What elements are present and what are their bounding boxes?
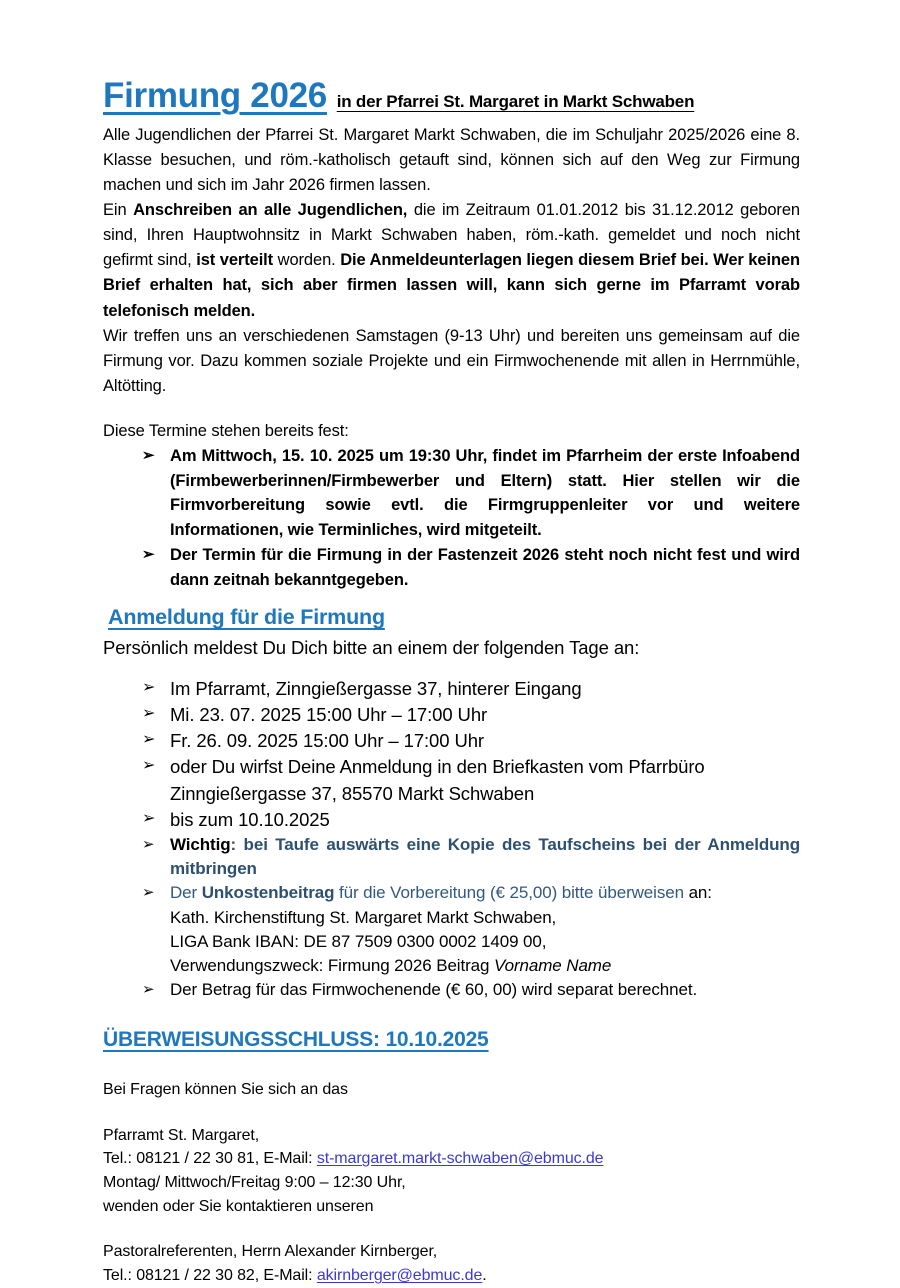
letter-part-3: worden. — [273, 251, 341, 270]
arrowhead-bullet-icon: ➢ — [142, 704, 156, 722]
spacer — [103, 663, 800, 676]
title-subtitle-text: in der Pfarrei St. Margaret in Markt Schwaben — [336, 92, 695, 111]
arrowhead-bullet-icon: ➢ — [142, 836, 155, 854]
contact-block — [103, 1078, 800, 1288]
registration-heading-wrap — [108, 605, 800, 630]
letter-part-1: Ein — [103, 201, 134, 220]
unkosten-post: an: — [688, 883, 712, 903]
wichtig-text: : bei Taufe auswärts eine Kopie des Taufscheins bei der Anmeldung mitbringen — [170, 835, 800, 879]
unkosten-mid: für die Vorbereitung (€ 25,00) bitte überweisen — [334, 883, 689, 903]
verwendungszweck-label: Verwendungszweck: Firmung 2026 Beitrag — [170, 955, 494, 975]
spacer — [103, 399, 800, 419]
contact-office-tel-label: Tel.: 08121 / 22 30 81, E-Mail: — [103, 1150, 317, 1168]
contact-office-or: wenden oder Sie kontaktieren unseren — [103, 1197, 374, 1215]
contact-referent-tel-label: Tel.: 08121 / 22 30 82, E-Mail: — [103, 1267, 317, 1285]
letter-paragraph — [103, 198, 800, 323]
arrowhead-bullet-icon: ➢ — [142, 545, 155, 563]
bank-line-2: LIGA Bank IBAN: DE 87 7509 0300 0002 1409 00, — [170, 931, 547, 951]
arrowhead-bullet-icon: ➢ — [142, 809, 156, 827]
letter-part-2: die im Zeitraum 01.01.2012 bis 31.12.2012 geboren sind, Ihren Hauptwohnsitz in Markt Schwaben haben, röm.-kath. gemeldet und noch nicht gefirmt sind, — [103, 201, 800, 270]
fixed-date-1-text: Am Mittwoch, 15. 10. 2025 um 19:30 Uhr, findet im Pfarrheim der erste Infoabend (Firmbewerberinnen/Firmbewerber und Eltern) statt. Hier stellen wir die Firmvorbereitung sowie evtl. die Firmgruppenleiter vor und weitere Informationen, wie Terminliches, wird mitgeteilt. — [170, 446, 800, 540]
list-item — [138, 444, 800, 543]
contact-questions: Bei Fragen können Sie sich an das — [103, 1081, 348, 1099]
fixed-dates-list — [138, 444, 800, 593]
unkosten-pre: Der — [170, 883, 202, 903]
deadline-heading: ÜBERWEISUNGSSCHLUSS: 10.10.2025 — [103, 1028, 489, 1052]
list-item — [138, 543, 800, 593]
letter-bold-verteilt: ist verteilt — [196, 251, 274, 270]
spacer — [103, 1002, 800, 1028]
registration-item-date-september: Fr. 26. 09. 2025 15:00 Uhr – 17:00 Uhr — [170, 730, 484, 752]
arrowhead-bullet-icon: ➢ — [142, 757, 156, 775]
contact-office-tel-line — [103, 1147, 800, 1171]
office-email-link[interactable]: st-margaret.markt-schwaben@ebmuc.de — [316, 1150, 604, 1168]
spacer — [103, 1052, 800, 1078]
list-item — [138, 702, 800, 728]
spacer — [103, 1218, 800, 1240]
bank-line-3 — [170, 954, 800, 978]
arrowhead-bullet-icon: ➢ — [142, 980, 155, 998]
registration-heading: Anmeldung für die Firmung — [108, 605, 385, 630]
registration-list — [138, 676, 800, 1002]
letter-bold-anschreiben: Anschreiben an alle Jugendlichen, — [133, 201, 408, 220]
unkosten-label: Unkostenbeitrag — [201, 883, 335, 903]
list-item — [138, 676, 800, 702]
title-main-text: Firmung 2026 — [103, 76, 327, 115]
contact-office-name: Pfarramt St. Margaret, — [103, 1126, 260, 1144]
meeting-paragraph: Wir treffen uns an verschiedenen Samstagen (9-13 Uhr) und bereiten uns gemeinsam auf die Firmung vor. Dazu kommen soziale Projekte und ein Firmwochenende mit allen in Herrnmühle, Altötting. — [103, 326, 800, 395]
arrowhead-bullet-icon: ➢ — [142, 731, 156, 749]
arrowhead-bullet-icon: ➢ — [142, 884, 155, 902]
registration-item-deadline: bis zum 10.10.2025 — [170, 808, 330, 830]
contact-office-hours: Montag/ Mittwoch/Freitag 9:00 – 12:30 Uhr, — [103, 1174, 406, 1192]
contact-referent-name: Pastoralreferenten, Herrn Alexander Kirnberger, — [103, 1243, 438, 1261]
list-item — [138, 978, 800, 1002]
deadline-heading-wrap — [103, 1028, 800, 1052]
registration-item-briefkasten: oder Du wirfst Deine Anmeldung in den Briefkasten vom Pfarrbüro — [170, 756, 705, 778]
verwendungszweck-placeholder: Vorname Name — [494, 955, 612, 975]
wichtig-label: Wichtig — [170, 835, 231, 855]
referent-email-link[interactable]: akirnberger@ebmuc.de — [316, 1267, 483, 1285]
registration-item-briefkasten-address: Zinngießergasse 37, 85570 Markt Schwaben — [170, 782, 535, 804]
arrowhead-bullet-icon: ➢ — [142, 678, 156, 696]
spacer — [103, 592, 800, 605]
weekend-fee-text: Der Betrag für das Firmwochenende (€ 60, 00) wird separat berechnet. — [170, 979, 698, 999]
intro-paragraph: Alle Jugendlichen der Pfarrei St. Margaret Markt Schwaben, die im Schuljahr 2025/2026 eine 8. Klasse besuchen, und röm.-katholisch getauft sind, können sich auf den Weg zur Firmung machen und sich im Jahr 2026 firmen lassen. — [103, 126, 800, 195]
referent-line-period: . — [482, 1267, 487, 1285]
registration-item-pfarramt: Im Pfarramt, Zinngießergasse 37, hinterer Eingang — [170, 677, 582, 699]
contact-referent-tel-line — [103, 1264, 800, 1288]
list-item — [138, 881, 800, 978]
list-item — [138, 728, 800, 754]
page-title — [103, 78, 800, 113]
letter-bold-unterlagen: Die Anmeldeunterlagen liegen diesem Brief bei. Wer keinen Brief erhalten hat, sich aber firmen lassen will, kann sich gerne im Pfarramt vorab telefonisch melden. — [103, 251, 800, 320]
arrowhead-bullet-icon: ➢ — [142, 446, 155, 464]
list-item — [138, 807, 800, 833]
list-item — [138, 754, 800, 807]
registration-lead: Persönlich meldest Du Dich bitte an einem der folgenden Tage an: — [103, 637, 640, 659]
fixed-date-2-text: Der Termin für die Firmung in der Fastenzeit 2026 steht noch nicht fest und wird dann zeitnah bekanntgegeben. — [170, 545, 800, 589]
registration-item-date-july: Mi. 23. 07. 2025 15:00 Uhr – 17:00 Uhr — [170, 703, 488, 725]
dates-intro: Diese Termine stehen bereits fest: — [103, 421, 349, 440]
list-item — [138, 833, 800, 881]
bank-line-1: Kath. Kirchenstiftung St. Margaret Markt Schwaben, — [170, 907, 557, 927]
spacer — [103, 1102, 800, 1124]
